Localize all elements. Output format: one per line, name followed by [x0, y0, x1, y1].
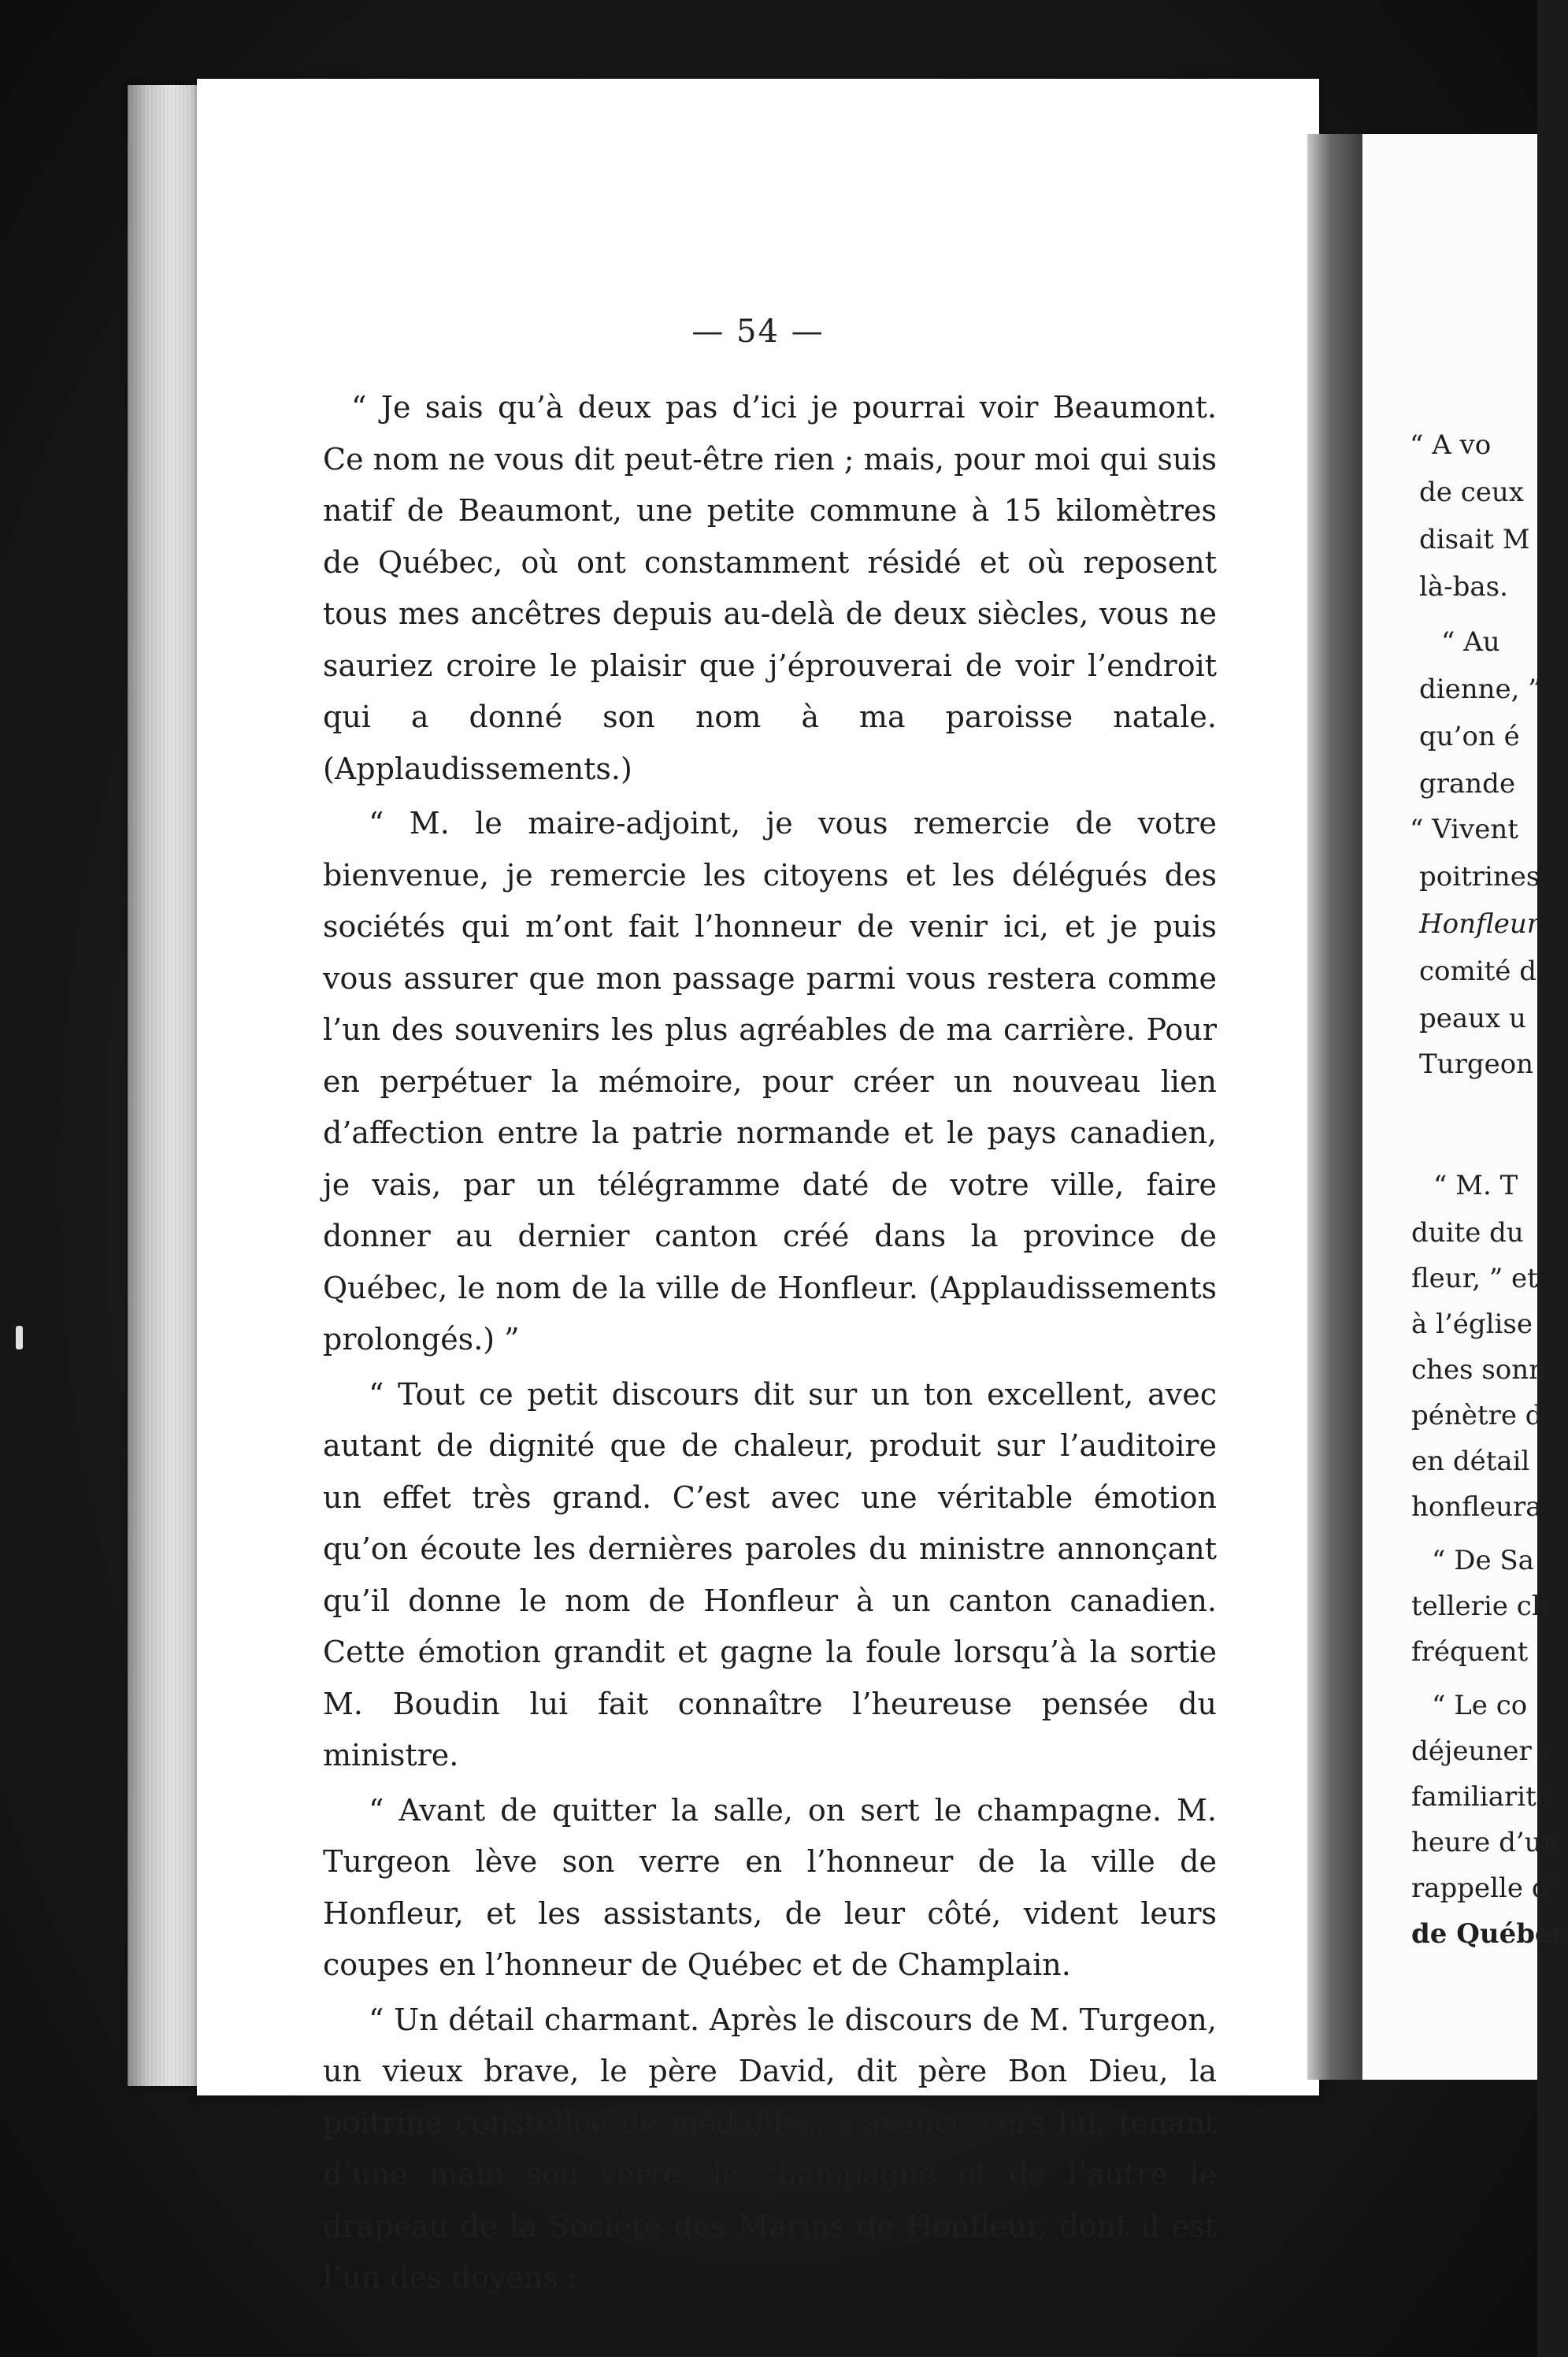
facing-line: “ A vo: [1410, 429, 1492, 461]
paragraph-5: “ Un détail charmant. Après le discours de M. Turgeon, un vieux brave, le père David, dit père Bon Dieu, la poitrine constellée de médailles, s’avance vers lui, tenant d’une main son verre de champagne et de l’autre le drapeau de la Société des Marins de Honfleur, dont il est l’un des doyens :: [323, 2002, 1217, 2295]
facing-line: de ceux: [1419, 477, 1524, 508]
facing-line: déjeuner i: [1411, 1735, 1549, 1767]
paragraph-2: “ M. le maire-adjoint, je vous remercie de votre bienvenue, je remercie les citoyens et les délégués des sociétés qui m’ont fait l’honneur de venir ici, et je puis vous assurer que mon passage parmi vous restera comme l’un des souvenirs les plus agréables de ma carrière. Pour en perpétuer la mémoire, pour créer un nouveau lien d’affection entre la patrie normande et le pays canadien, je vais, par un télégramme daté de votre ville, faire donner au dernier canton créé dans la province de Québec, le nom de la ville de Honfleur. (Applaudissements prolongés.) ”: [323, 806, 1217, 1357]
facing-line: heure d’un: [1411, 1827, 1559, 1858]
facing-line: de Québec: [1411, 1918, 1568, 1950]
left-page: [197, 79, 1319, 2295]
facing-line: à l’église: [1411, 1308, 1533, 1340]
facing-line: “ Au: [1441, 626, 1500, 658]
facing-line: disait M: [1419, 524, 1530, 555]
facing-line: ches sonn: [1411, 1354, 1547, 1386]
facing-line: duite du: [1411, 1217, 1524, 1249]
facing-line: fleur, ” et: [1411, 1263, 1538, 1294]
facing-line: en détail: [1411, 1446, 1530, 1477]
facing-line: là-bas.: [1419, 571, 1508, 603]
facing-line: poitrines: [1419, 861, 1540, 893]
facing-line: Turgeon: [1419, 1049, 1534, 1080]
facing-line: peaux u: [1419, 1003, 1526, 1034]
book-gutter-shadow: [1307, 134, 1364, 2080]
page-number: — 54 —: [691, 314, 825, 350]
facing-line: grande: [1419, 768, 1516, 800]
facing-line: “ De Sa: [1432, 1545, 1534, 1576]
paragraph-4: “ Avant de quitter la salle, on sert le champagne. M. Turgeon lève son verre en l’honneur de la ville de Honfleur, et les assistants, de leur côté, vident leurs coupes en l’honneur de Québec et de Champlain.: [323, 1792, 1217, 1982]
facing-line: pénètre d: [1411, 1400, 1543, 1431]
facing-page: [1362, 134, 1568, 2080]
facing-line: “ Le co: [1432, 1690, 1528, 1721]
paragraph-1: “ Je sais qu’à deux pas d’ici je pourrai voir Beaumont. Ce nom ne vous dit peut-être rien ; mais, pour moi qui suis natif de Beaumont, une petite commune à 15 kilomètres de Québec, où ont constamment résidé et où reposent tous mes ancêtres depuis au-delà de deux siècles, vous ne sauriez croire le plaisir que j’éprouverai de voir l’endroit qui a donné son nom à ma paroisse natale. (Applaudissements.): [323, 390, 1217, 786]
facing-line: qu’on é: [1419, 721, 1520, 752]
facing-line: honfleura: [1411, 1491, 1542, 1523]
body-text: [323, 382, 1217, 2307]
facing-line: comité d: [1419, 956, 1536, 987]
page-edge-stack: [128, 85, 206, 2086]
facing-line: familiarité: [1411, 1781, 1552, 1813]
facing-line: dienne, ”: [1419, 674, 1542, 705]
paragraph-3: “ Tout ce petit discours dit sur un ton excellent, avec autant de dignité que de chaleur, produit sur l’auditoire un effet très grand. C’est avec une véritable émotion qu’on écoute les dernières paroles du ministre annonçant qu’il donne le nom de Honfleur à un canton canadien. Cette émotion grandit et gagne la foule lorsqu’à la sortie M. Boudin lui fait connaître l’heureuse pensée du ministre.: [323, 1376, 1217, 1772]
facing-line: “ M. T: [1433, 1170, 1518, 1201]
scan-artifact-mark: [16, 1326, 23, 1349]
facing-line: “ Vivent: [1410, 814, 1518, 845]
facing-line: Honfleur: [1419, 908, 1540, 940]
facing-line: rappelle d’: [1411, 1873, 1558, 1904]
facing-line: fréquent: [1411, 1636, 1529, 1668]
facing-line: tellerie ch: [1411, 1591, 1549, 1622]
